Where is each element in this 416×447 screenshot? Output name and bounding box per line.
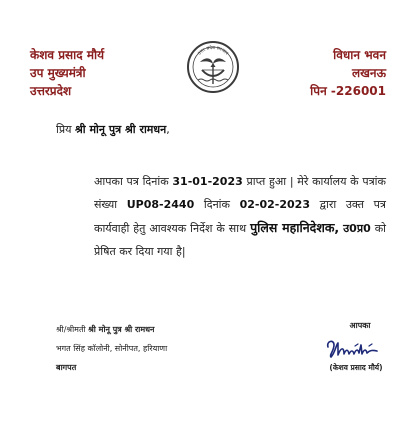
- office-pin: पिन -226001: [310, 84, 386, 98]
- signature-name: (केशव प्रसाद मौर्य): [329, 363, 383, 372]
- up-state-emblem-icon: [186, 40, 240, 94]
- signature-closing: आपका: [349, 321, 371, 330]
- office-city: लखनऊ: [351, 66, 386, 80]
- forwarded-authority: पुलिस महानिदेशक,: [250, 220, 340, 235]
- body-text: द्वारा उक्त पत्र कार्यवाही हेतु आवश्यक निर्देश के साथ: [94, 198, 386, 235]
- body-text: को प्रेषित कर दिया गया है|: [94, 222, 387, 258]
- reference-date: 02-02-2023: [239, 198, 310, 211]
- salutation-prefix: प्रिय: [56, 123, 72, 136]
- office-address-block: [310, 46, 386, 100]
- letter-body: [94, 170, 386, 263]
- signature-block: [316, 320, 396, 373]
- letter-date: 31-01-2023: [172, 175, 243, 188]
- recipient-prefix: श्री/श्रीमती: [56, 325, 89, 334]
- salutation-suffix: ,: [166, 123, 170, 136]
- sender-state: उत्तरप्रदेश: [30, 84, 72, 98]
- body-text: दिनांक: [194, 198, 240, 211]
- body-text: आपका पत्र दिनांक: [94, 175, 173, 188]
- forwarded-state: उ0प्र0: [343, 222, 371, 235]
- sender-block: [30, 46, 104, 100]
- svg-text:उत्तर प्रदेश सरकार: [197, 44, 228, 57]
- recipient-line: [56, 320, 167, 339]
- recipient-block: [56, 320, 167, 377]
- body-text: प्राप्त हुआ | मेरे कार्यालय के पत्रांक संख्या: [94, 175, 386, 211]
- recipient-address: भगत सिंह कॉलोनी, सोनीपत, हरियाणा: [56, 344, 168, 353]
- sender-name: केशव प्रसाद मौर्य: [30, 48, 105, 62]
- reference-number: UP08-2440: [126, 198, 195, 211]
- office-building: विधान भवन: [333, 48, 386, 62]
- recipient-district: बागपत: [56, 363, 77, 372]
- recipient-name: श्री मोनू पुत्र श्री रामधन: [88, 325, 155, 334]
- sender-designation: उप मुख्यमंत्री: [30, 66, 86, 80]
- handwritten-signature-icon: [325, 337, 387, 361]
- salutation: [56, 122, 170, 137]
- emblem-motto: उत्तर प्रदेश सरकार: [197, 45, 229, 57]
- salutation-name: श्री मोनू पुत्र श्री रामधन: [75, 123, 167, 136]
